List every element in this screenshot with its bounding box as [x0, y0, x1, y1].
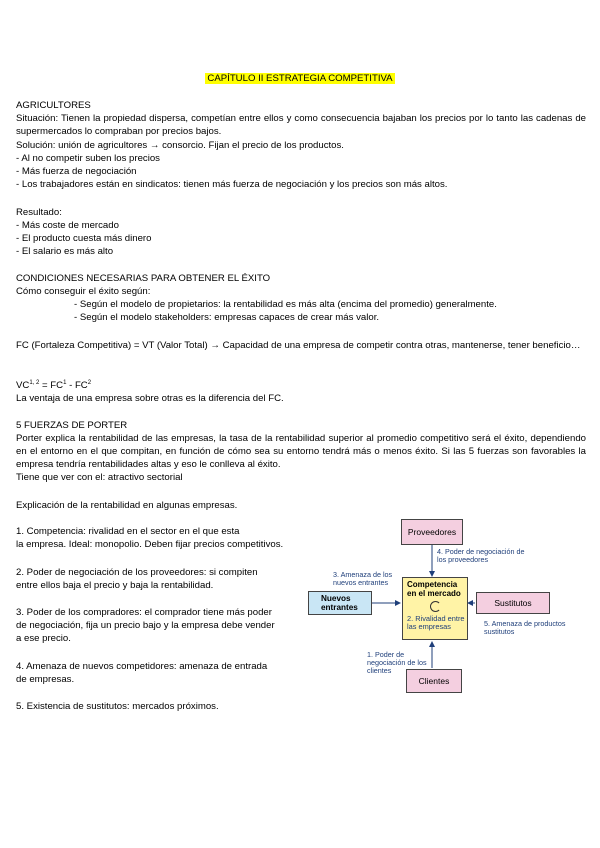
list-item: de empresas. [16, 674, 75, 685]
vc-formula: $VC^{1, 2} = FC^1 - FC^2$ [16, 380, 92, 391]
proveedores-box: Proveedores [401, 519, 463, 545]
list-item: la empresa. Ideal: monopolio. Deben fijar precios competitivos. [16, 539, 284, 550]
competencia-label: Competencia en el mercado [407, 580, 461, 598]
agricultores-bullet: - Más fuerza de negociación [16, 166, 137, 177]
agricultores-bullet: - Al no competir suben los precios [16, 153, 160, 164]
competencia-box [402, 577, 468, 640]
porter-heading: 5 FUERZAS DE PORTER [16, 420, 128, 431]
resultado-bullet: - Más coste de mercado [16, 220, 119, 231]
agricultores-heading: AGRICULTORES [16, 100, 91, 111]
condiciones-bullet: - Según el modelo de propietarios: la rentabilidad es más alta (encima del promedio) generalmente. [74, 299, 497, 310]
resultado-bullet: - El salario es más alto [16, 246, 114, 257]
atractivo-text: Tiene que ver con el: atractivo sectorial [16, 472, 183, 483]
cycle-icon [430, 601, 441, 612]
condiciones-heading: CONDICIONES NECESARIAS PARA OBTENER EL ÉXITO [16, 273, 271, 284]
situacion-text: Situación: Tienen la propiedad dispersa, competían entre ellos y como consecuencia bajaban los precios por lo tanto las cadenas de supermercados lo compraban por precios bajos. [16, 113, 586, 137]
condiciones-intro: Cómo conseguir el éxito según: [16, 286, 151, 297]
sustitutos-box: Sustitutos [476, 592, 550, 614]
resultado-bullet: - El producto cuesta más dinero [16, 233, 152, 244]
rivalidad-label: 2. Rivalidad entre las empresas [407, 614, 465, 631]
nuevos-entrantes-box: Nuevos entrantes [308, 591, 372, 615]
label-amenaza-nuevos: 3. Amenaza de los nuevos entrantes [333, 570, 393, 587]
chapter-title: CAPÍTULO II ESTRATEGIA COMPETITIVA [207, 73, 393, 84]
label-poder-proveedores: 4. Poder de negociación de los proveedores [437, 547, 525, 564]
list-item: 1. Competencia: rivalidad en el sector en el que esta [16, 526, 240, 537]
resultado-heading: Resultado: [16, 207, 62, 218]
list-item: 2. Poder de negociación de los proveedores: si compiten [16, 567, 258, 578]
label-poder-clientes: 1. Poder de negociación de los clientes [367, 650, 427, 675]
clientes-box: Clientes [406, 669, 462, 693]
label-amenaza-sustitutos: 5. Amenaza de productos sustitutos [484, 619, 566, 636]
list-item: a ese precio. [16, 633, 71, 644]
ventaja-text: La ventaja de una empresa sobre otras es la diferencia del FC. [16, 393, 284, 404]
list-item: 3. Poder de los compradores: el comprador tiene más poder [16, 607, 272, 618]
solucion-text: Solución: unión de agricultores → consorcio. Fijan el precio de los productos. [16, 140, 344, 151]
list-item: de negociación, fija un precio bajo y la empresa debe vender [16, 620, 275, 631]
list-item: 4. Amenaza de nuevos competidores: amenaza de entrada [16, 661, 268, 672]
agricultores-bullet: - Los trabajadores están en sindicatos: tienen más fuerza de negociación y los precios son más altos. [16, 179, 448, 190]
condiciones-bullet: - Según el modelo stakeholders: empresas capaces de crear más valor. [74, 312, 380, 323]
list-item: entre ellos baja el precio y baja la rentabilidad. [16, 580, 214, 591]
explicacion-text: Explicación de la rentabilidad en algunas empresas. [16, 500, 238, 511]
fc-definition: FC (Fortaleza Competitiva) = VT (Valor Total) → Capacidad de una empresa de competir contra otras, mantenerse, tener beneficio… [16, 340, 581, 351]
porter-text: Porter explica la rentabilidad de las empresas, la tasa de la rentabilidad superior al promedio competitivo será el éxito, dependiendo en el entorno en el que compitan, en función de cómo sea su entorno tendrá más o menos éxito. Si las 5 fuerzas son favorables la empresa tendría rentabilidades altas y eso le conlleva al éxito. [16, 433, 586, 470]
list-item: 5. Existencia de sustitutos: mercados próximos. [16, 701, 219, 712]
